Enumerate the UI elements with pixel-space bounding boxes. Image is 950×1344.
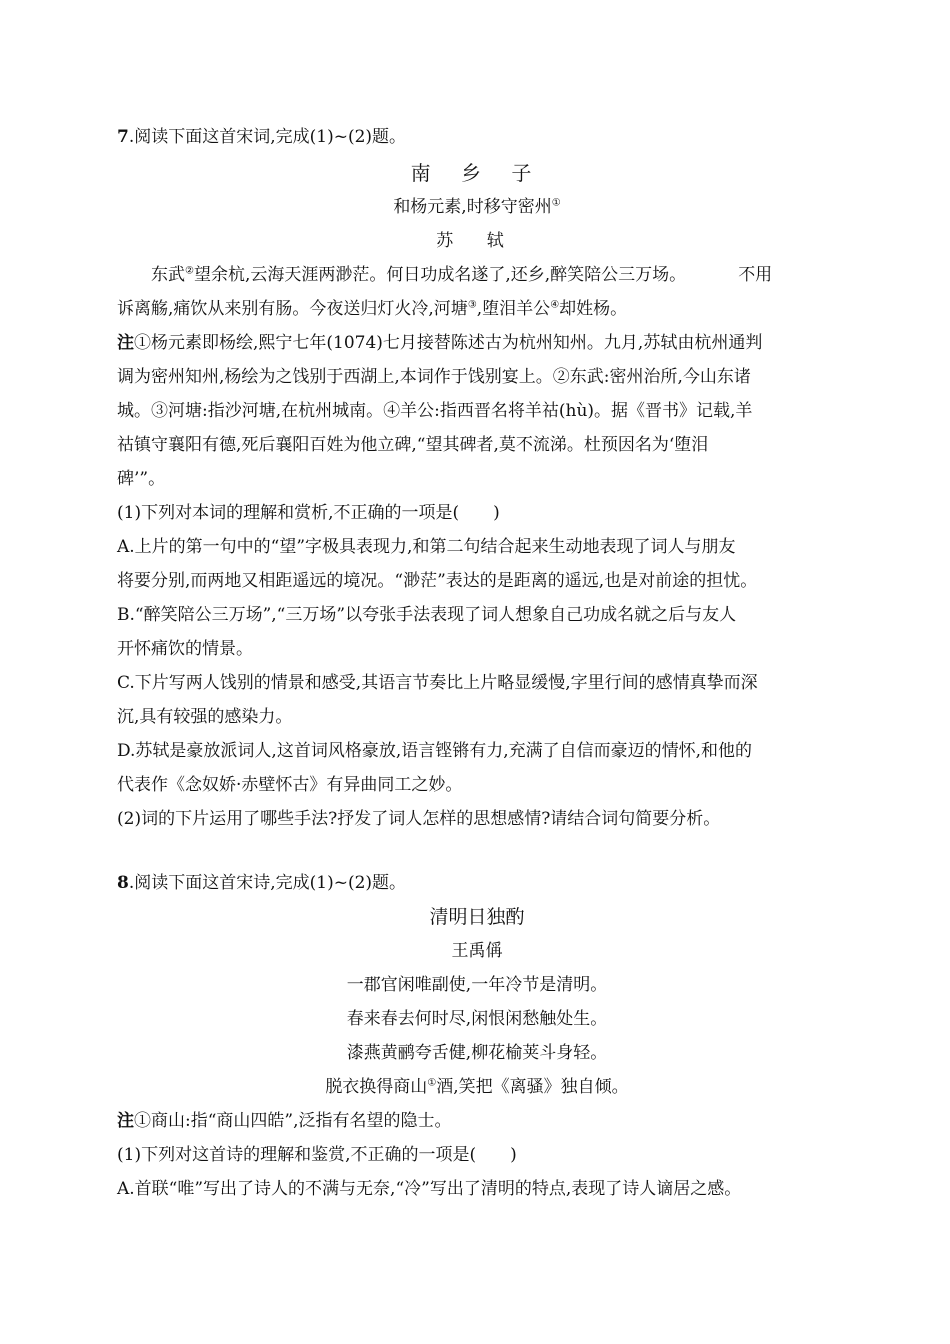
q7-note-line-5: 碑’”。	[117, 469, 166, 489]
q7-poem-text: 不用	[738, 265, 773, 285]
q7-option-c-line-1: C.下片写两人饯别的情景和感受,其语言节奏比上片略显缓慢,字里行间的感情真挚而深	[117, 673, 758, 693]
q8-poem-title: 清明日独酌	[429, 906, 525, 928]
q7-option-d-line-2: 代表作《念奴娇·赤壁怀古》有异曲同工之妙。	[117, 775, 463, 795]
q8-poem-line-4	[117, 1070, 837, 1104]
q7-sub-question-1: (1)下列对本词的理解和赏析,不正确的一项是( )	[117, 503, 500, 523]
q8-number: 8	[117, 873, 129, 893]
q7-note-text: ①杨元素即杨绘,熙宁七年(1074)七月接替陈述古为杭州知州。九月,苏轼由杭州通判	[134, 333, 763, 353]
q8-poem-line-2: 春来春去何时尽,闲恨闲愁触处生。	[346, 1009, 608, 1029]
q7-note-line-3: 城。③河塘:指沙河塘,在杭州城南。④羊公:指西晋名将羊祜(hù)。据《晋书》记载,羊	[117, 401, 753, 421]
q7-poem-text: 望余杭,云海天涯两渺茫。何日功成名遂了,还乡,醉笑陪公三万场。	[193, 265, 687, 285]
q7-poem-text: ,堕泪羊公	[476, 299, 551, 319]
q7-poem-title: 南 乡 子	[410, 161, 544, 185]
q8-prompt-text: .阅读下面这首宋诗,完成(1)~(2)题。	[128, 873, 407, 893]
q7-poem-subtitle	[117, 190, 837, 224]
q7-option-a-line-2: 将要分别,而两地又相距遥远的境况。“渺茫”表达的是距离的遥远,也是对前途的担忧。	[117, 571, 758, 591]
q8-poem-author: 王禹偁	[451, 941, 503, 961]
q8-prompt	[117, 866, 837, 900]
document-page	[117, 120, 837, 1206]
q7-note-mark-3: ③	[467, 299, 477, 311]
q8-poem-line-1: 一郡官闲唯副使,一年冷节是清明。	[346, 975, 608, 995]
q8-poem-text: 脱衣换得商山	[325, 1077, 428, 1097]
q7-option-d-line-1: D.苏轼是豪放派词人,这首词风格豪放,语言铿锵有力,充满了自信而豪迈的情怀,和他的	[117, 741, 753, 761]
q7-sub-question-2: (2)词的下片运用了哪些手法?抒发了词人怎样的思想感情?请结合词句简要分析。	[117, 809, 721, 829]
q7-poem-text: 诉离觞,痛饮从来别有肠。今夜送归灯火冷,河塘	[117, 299, 468, 319]
q8-poem-line-3: 漆燕黄鹂夸舌健,柳花榆荚斗身轻。	[346, 1043, 608, 1063]
q7-option-a-line-1: A.上片的第一句中的“望”字极具表现力,和第二句结合起来生动地表现了词人与朋友	[117, 537, 736, 557]
q7-subtitle-note-mark: ①	[551, 197, 561, 209]
q8-option-a: A.首联“唯”写出了诗人的不满与无奈,“冷”写出了清明的特点,表现了诗人谪居之感。	[117, 1179, 742, 1199]
q7-note-line-4: 祜镇守襄阳有德,死后襄阳百姓为他立碑,“望其碑者,莫不流涕。杜预因名为‘堕泪	[117, 435, 709, 455]
q7-poem-line-1	[117, 258, 837, 292]
q7-poem-text: 却姓杨。	[559, 299, 628, 319]
q8-poem-text: 酒,笑把《离骚》独自倾。	[436, 1077, 629, 1097]
q7-subtitle-text: 和杨元素,时移守密州	[393, 197, 552, 217]
q7-option-c-line-2: 沉,具有较强的感染力。	[117, 707, 293, 727]
q8-note-mark-1: ①	[427, 1077, 437, 1089]
q7-note-line-1	[117, 326, 837, 360]
q8-note-label: 注	[117, 1111, 134, 1131]
q7-prompt-text: .阅读下面这首宋词,完成(1)~(2)题。	[128, 127, 407, 147]
q7-poem-text: 东武	[151, 265, 185, 285]
q7-note-mark-4: ④	[550, 299, 560, 311]
q8-sub-question-1: (1)下列对这首诗的理解和鉴赏,不正确的一项是( )	[117, 1145, 517, 1165]
q7-note-mark-2: ②	[185, 265, 194, 277]
q7-option-b-line-2: 开怀痛饮的情景。	[117, 639, 253, 659]
q7-poem-author: 苏 轼	[436, 231, 518, 251]
q7-number: 7	[117, 127, 129, 147]
q7-prompt	[117, 120, 837, 154]
q7-option-b-line-1: B.“醉笑陪公三万场”,“三万场”以夸张手法表现了词人想象自己功成名就之后与友人	[117, 605, 737, 625]
q7-note-label: 注	[117, 333, 134, 353]
q8-note-text: ①商山:指“商山四皓”,泛指有名望的隐士。	[134, 1111, 452, 1131]
q7-note-line-2: 调为密州知州,杨绘为之饯别于西湖上,本词作于饯别宴上。②东武:密州治所,今山东诸	[117, 367, 751, 387]
q8-note	[117, 1104, 837, 1138]
q7-poem-line-2	[117, 292, 837, 326]
